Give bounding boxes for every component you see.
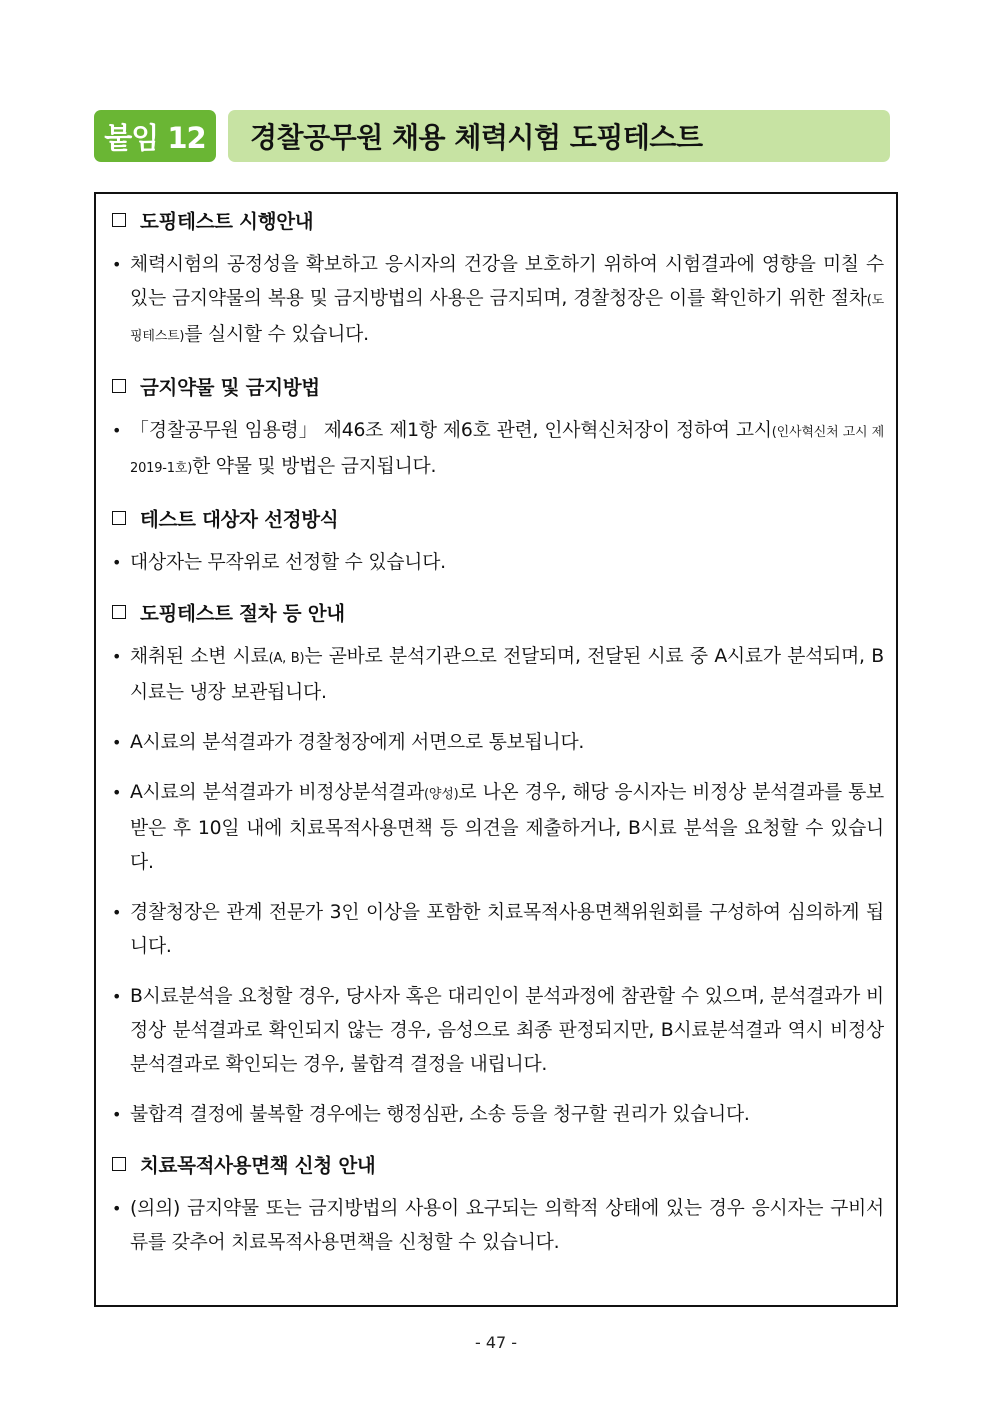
section-title	[112, 372, 884, 400]
page-header	[94, 110, 890, 162]
bullet-item	[112, 248, 884, 354]
bullet-item	[112, 980, 884, 1082]
bullet-text-main: B시료분석을 요청할 경우, 당사자 혹은 대리인이 분석과정에 참관할 수 있으며, 분석결과가 비정상 분석결과로 확인되지 않는 경우, 음성으로 최종 판정되지만, B시료분석결과 역시 비정상 분석결과로 확인되는 경우, 불합격 결정을 내립니다.	[130, 986, 884, 1075]
content-body	[112, 206, 884, 1278]
bullet-item	[112, 1098, 884, 1132]
bullet-text-small: (A, B)	[268, 651, 305, 666]
bullet-text-main: 불합격 결정에 불복할 경우에는 행정심판, 소송 등을 청구할 권리가 있습니다.	[130, 1104, 750, 1125]
bullet-text-main: 채취된 소변 시료	[130, 646, 269, 667]
bullet-item	[112, 546, 884, 580]
page-title: 경찰공무원 채용 체력시험 도핑테스트	[228, 110, 890, 162]
section-title	[112, 1150, 884, 1178]
bullet-dot-icon: •	[112, 421, 122, 440]
bullet-item	[112, 1192, 884, 1260]
section-title-text: 치료목적사용면책 신청 안내	[140, 1154, 376, 1177]
bullet-dot-icon: •	[112, 647, 122, 666]
bullet-dot-icon: •	[112, 1199, 122, 1218]
bullet-item	[112, 726, 884, 760]
bullet-dot-icon: •	[112, 733, 122, 752]
square-bullet-icon	[112, 1157, 126, 1171]
square-bullet-icon	[112, 379, 126, 393]
content-box	[94, 192, 898, 1307]
bullet-dot-icon: •	[112, 1105, 122, 1124]
section	[112, 206, 884, 354]
bullet-text-main: 경찰청장은 관계 전문가 3인 이상을 포함한 치료목적사용면책위원회를 구성하여 심의하게 됩니다.	[130, 902, 884, 957]
section-title-text: 도핑테스트 절차 등 안내	[140, 602, 345, 625]
bullet-text-small: (인사혁신처 고시 제2019-1호)	[130, 425, 884, 476]
bullet-text-tail: 로 나온 경우, 해당 응시자는 비정상 분석결과를 통보받은 후 10일 내에 치료목적사용면책 등 의견을 제출하거나, B시료 분석을 요청할 수 있습니다.	[130, 782, 884, 873]
bullet-text-main: (의의) 금지약물 또는 금지방법의 사용이 요구되는 의학적 상태에 있는 경우 응시자는 구비서류를 갖추어 치료목적사용면책을 신청할 수 있습니다.	[130, 1198, 884, 1253]
section-title-text: 도핑테스트 시행안내	[140, 210, 314, 233]
bullet-text-main: A시료의 분석결과가 경찰청장에게 서면으로 통보됩니다.	[130, 732, 585, 753]
bullet-text-tail: 를 실시할 수 있습니다.	[184, 324, 369, 345]
bullet-dot-icon: •	[112, 903, 122, 922]
bullet-item	[112, 896, 884, 964]
appendix-badge: 붙임 12	[94, 110, 216, 162]
square-bullet-icon	[112, 511, 126, 525]
bullet-text-tail: 한 약물 및 방법은 금지됩니다.	[192, 456, 437, 477]
section-title-text: 금지약물 및 금지방법	[140, 376, 320, 399]
section-title	[112, 598, 884, 626]
section	[112, 372, 884, 486]
bullet-dot-icon: •	[112, 783, 122, 802]
page-number: - 47 -	[474, 1333, 518, 1352]
square-bullet-icon	[112, 605, 126, 619]
bullet-text-main: 「경찰공무원 임용령」 제46조 제1항 제6호 관련, 인사혁신처장이 정하여 고시	[130, 420, 772, 441]
bullet-text-small: (양성)	[424, 787, 459, 802]
bullet-text-tail: 는 곧바로 분석기관으로 전달되며, 전달된 시료 중 A시료가 분석되며, B시료는 냉장 보관됩니다.	[130, 646, 884, 703]
bullet-text-main: 체력시험의 공정성을 확보하고 응시자의 건강을 보호하기 위하여 시험결과에 영향을 미칠 수 있는 금지약물의 복용 및 금지방법의 사용은 금지되며, 경찰청장은 이를 확인하기 위한 절차	[130, 254, 884, 309]
square-bullet-icon	[112, 213, 126, 227]
section-title-text: 테스트 대상자 선정방식	[140, 508, 339, 531]
bullet-dot-icon: •	[112, 255, 122, 274]
bullet-text-small: (도핑테스트)	[130, 293, 884, 344]
bullet-item	[112, 640, 884, 710]
bullet-item	[112, 414, 884, 486]
section	[112, 504, 884, 580]
bullet-text-main: A시료의 분석결과가 비정상분석결과	[130, 782, 425, 803]
section-title	[112, 504, 884, 532]
bullet-dot-icon: •	[112, 987, 122, 1006]
section-title	[112, 206, 884, 234]
section	[112, 598, 884, 1132]
bullet-text-main: 대상자는 무작위로 선정할 수 있습니다.	[130, 552, 446, 573]
section	[112, 1150, 884, 1260]
bullet-dot-icon: •	[112, 553, 122, 572]
bullet-item	[112, 776, 884, 880]
